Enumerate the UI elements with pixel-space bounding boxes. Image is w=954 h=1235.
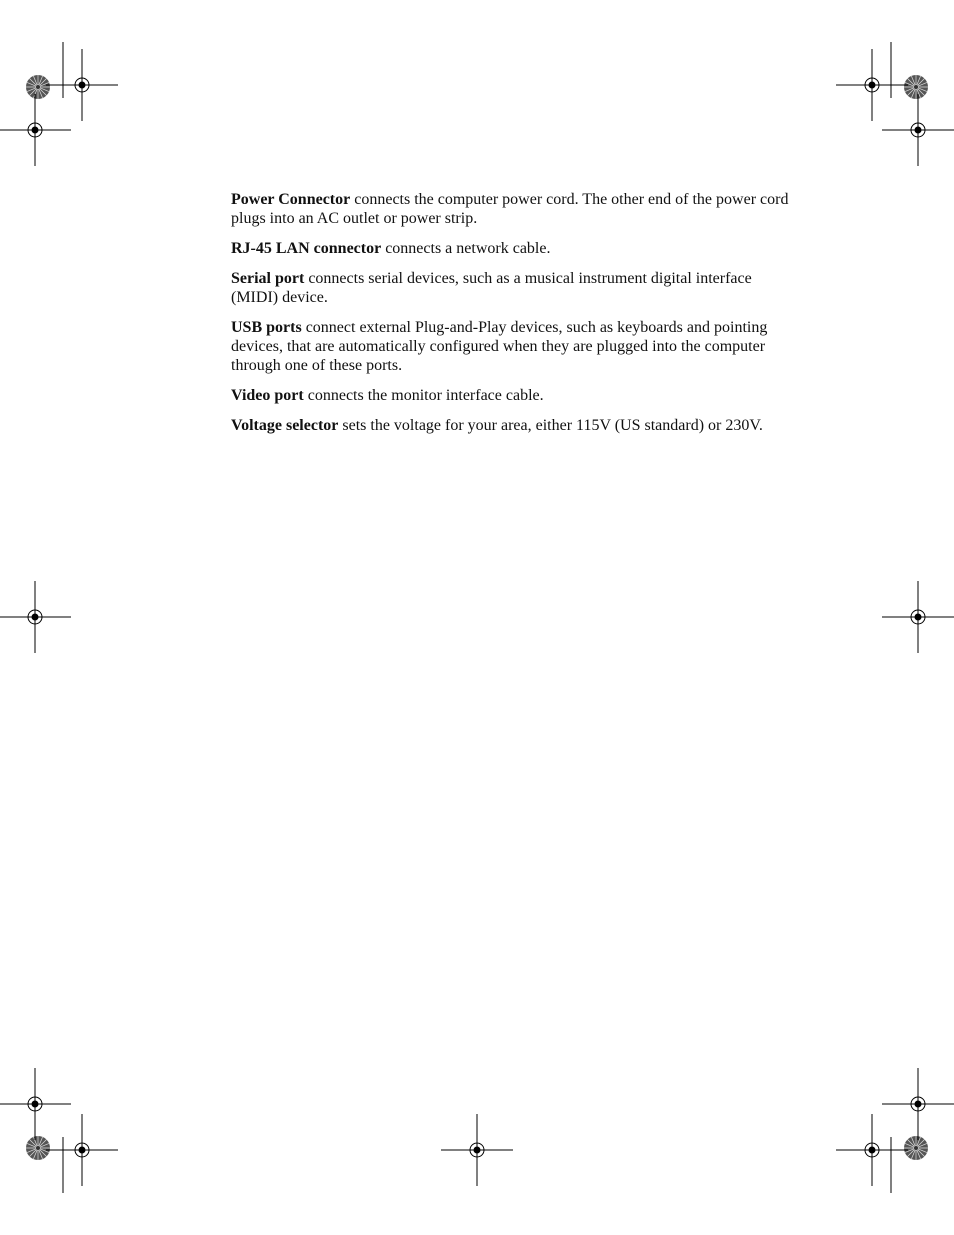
- description-usb-ports: connect external Plug-and-Play devices, such as keyboards and pointing devices, that are automatically configured when they are plugged into the computer through one of these ports.: [231, 319, 768, 374]
- term-rj45-lan-connector: RJ-45 LAN connector: [231, 240, 382, 257]
- entry-power-connector: [231, 190, 793, 228]
- document-body: [231, 190, 793, 446]
- description-rj45-lan-connector: connects a network cable.: [381, 240, 551, 257]
- term-serial-port: Serial port: [231, 270, 305, 287]
- term-voltage-selector: Voltage selector: [231, 417, 339, 434]
- term-usb-ports: USB ports: [231, 319, 302, 336]
- entry-rj45-lan-connector: [231, 239, 793, 258]
- description-power-connector: connects the computer power cord. The other end of the power cord plugs into an AC outlet or power strip.: [231, 191, 789, 227]
- term-video-port: Video port: [231, 387, 304, 404]
- description-serial-port: connects serial devices, such as a musical instrument digital interface (MIDI) device.: [231, 270, 752, 306]
- term-power-connector: Power Connector: [231, 191, 351, 208]
- entry-serial-port: [231, 269, 793, 307]
- description-voltage-selector: sets the voltage for your area, either 115V (US standard) or 230V.: [338, 417, 763, 434]
- entry-voltage-selector: [231, 416, 793, 435]
- entry-usb-ports: [231, 318, 793, 375]
- entry-video-port: [231, 386, 793, 405]
- description-video-port: connects the monitor interface cable.: [303, 387, 544, 404]
